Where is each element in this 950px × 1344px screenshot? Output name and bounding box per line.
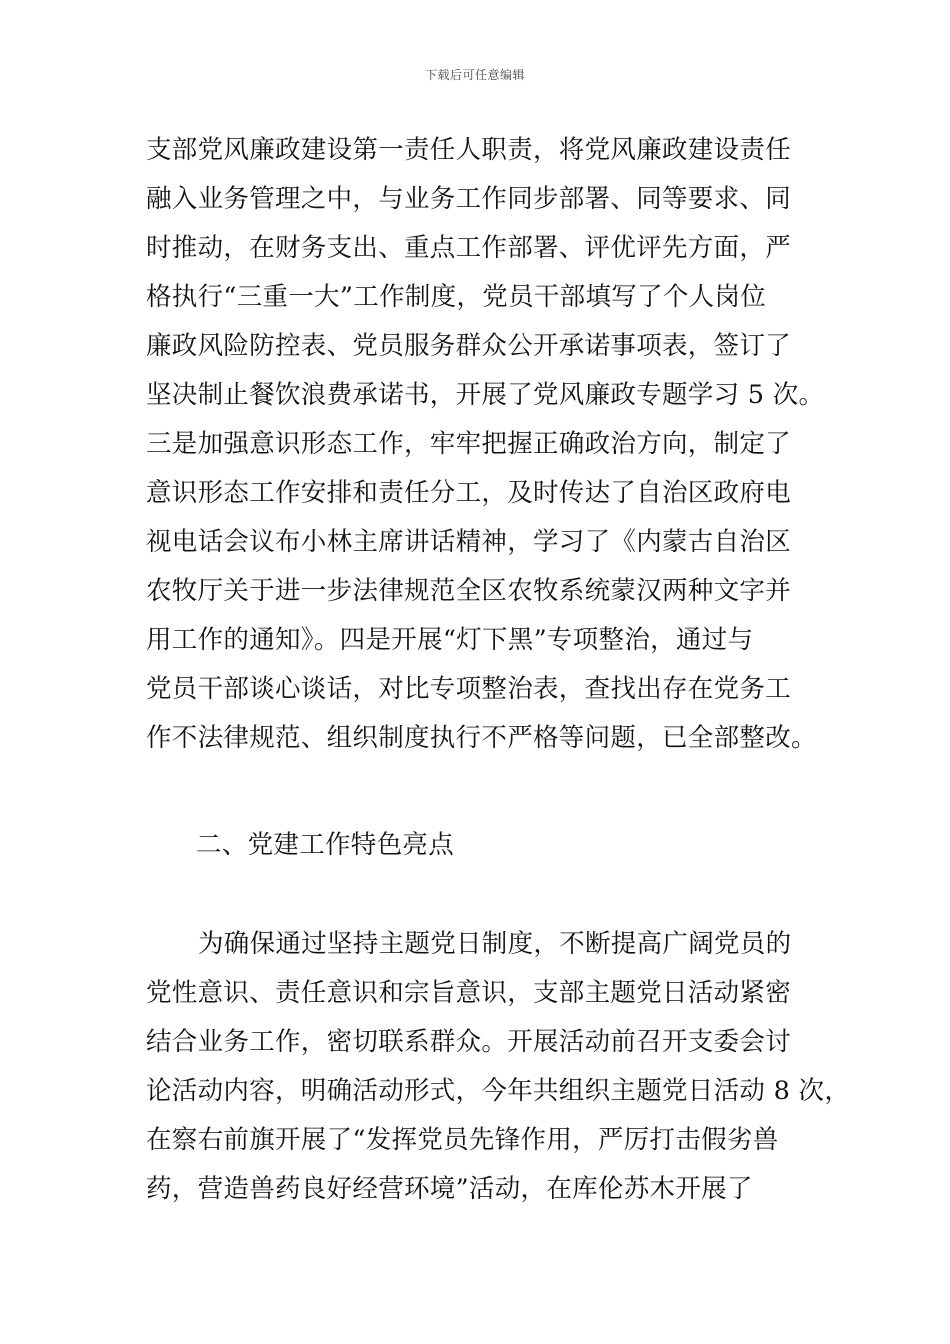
paragraph-2 [146,920,851,1214]
text-line: 药，营造兽药良好经营环境”活动，在库伦苏木开展了 [146,1174,753,1204]
text-line: 融入业务管理之中，与业务工作同步部署、同等要求、同 [146,184,792,214]
text-line: 格执行“三重一大”工作制度，党员干部填写了个人岗位 [146,282,767,312]
text-line: 时推动，在财务支出、重点工作部署、评优评先方面，严 [146,233,792,263]
text-line: 廉政风险防控表、党员服务群众公开承诺事项表，签订了 [146,331,792,361]
text-line: 为确保通过坚持主题党日制度，不断提高广阔党员的 [198,929,792,959]
text-line: 用工作的通知》。四是开展“灯下黑”专项整治，通过与 [146,625,754,655]
paragraph-1 [146,126,826,763]
text-line: 论活动内容，明确活动形式，今年共组织主题党日活动 8 次， [146,1076,851,1106]
section-heading: 二、党建工作特色亮点 [196,830,455,860]
text-line: 农牧厅关于进一步法律规范全区农牧系统蒙汉两种文字并 [146,576,792,606]
text-line: 党性意识、责任意识和宗旨意识，支部主题党日活动紧密 [146,978,792,1008]
text-line: 坚决制止餐饮浪费承诺书，开展了党风廉政专题学习 5 次。 [146,380,825,410]
text-line: 视电话会议布小林主席讲话精神，学习了《内蒙古自治区 [146,527,792,557]
text-line: 支部党风廉政建设第一责任人职责，将党风廉政建设责任 [146,135,792,165]
text-line: 作不法律规范、组织制度执行不严格等问题，已全部整改。 [146,723,817,753]
text-line: 结合业务工作，密切联系群众。开展活动前召开支委会讨 [146,1027,792,1057]
text-line: 意识形态工作安排和责任分工，及时传达了自治区政府电 [146,478,792,508]
text-line: 在察右前旗开展了“发挥党员先锋作用，严厉打击假劣兽 [146,1125,779,1155]
header-note: 下载后可任意编辑 [424,68,525,82]
text-line: 党员干部谈心谈话，对比专项整治表，查找出存在党务工 [146,674,792,704]
text-line: 三是加强意识形态工作，牢牢把握正确政治方向，制定了 [146,429,792,459]
